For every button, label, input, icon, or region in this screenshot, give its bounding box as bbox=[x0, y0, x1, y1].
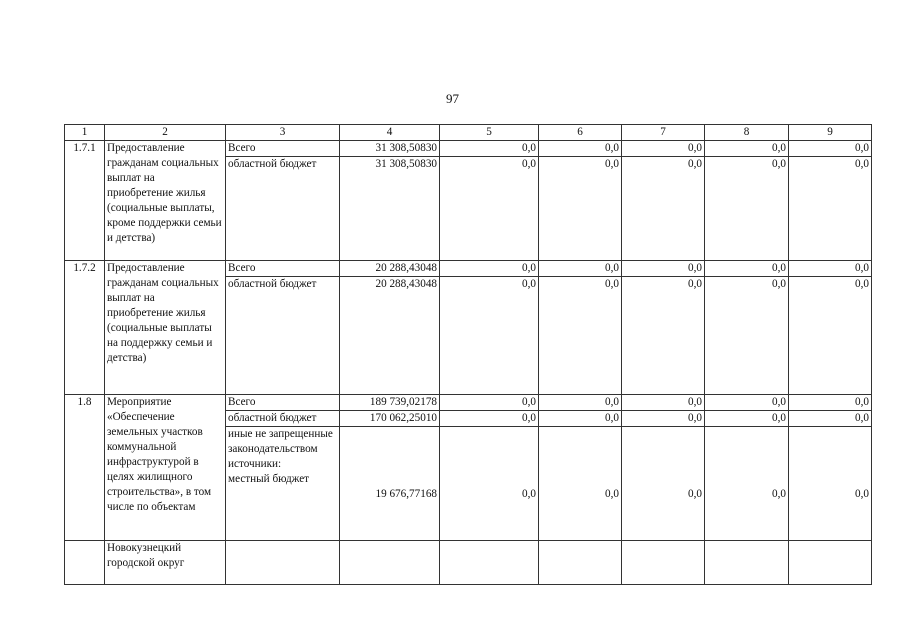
table-row bbox=[65, 141, 872, 157]
row-number: 1.7.1 bbox=[65, 141, 105, 261]
value-cell: 0,0 bbox=[622, 411, 705, 427]
header-cell: 8 bbox=[705, 125, 789, 141]
row-number bbox=[65, 541, 105, 585]
row-number: 1.8 bbox=[65, 395, 105, 541]
value-cell: 0,0 bbox=[440, 411, 539, 427]
value-cell: 0,0 bbox=[622, 157, 705, 261]
value-cell: 0,0 bbox=[539, 157, 622, 261]
value-cell: 0,0 bbox=[440, 395, 539, 411]
empty-cell bbox=[705, 541, 789, 585]
value-cell: 0,0 bbox=[789, 395, 872, 411]
value-cell: 0,0 bbox=[440, 157, 539, 261]
table-row bbox=[65, 541, 872, 585]
row-name: Предоставление гражданам социальных выплат на приобретение жилья (социальные выплаты, кроме поддержки семьи и детства) bbox=[105, 141, 226, 261]
value-cell: 0,0 bbox=[705, 427, 789, 541]
total-cell: 31 308,50830 bbox=[340, 141, 440, 157]
source-local-label: местный бюджет bbox=[228, 473, 310, 485]
empty-cell bbox=[789, 541, 872, 585]
row-number: 1.7.2 bbox=[65, 261, 105, 395]
value-cell: 0,0 bbox=[622, 261, 705, 277]
table-row bbox=[65, 395, 872, 411]
source-cell: Всего bbox=[226, 261, 340, 277]
page-number: 97 bbox=[446, 91, 459, 106]
row-name: Новокузнецкий городской округ bbox=[105, 541, 226, 585]
value-cell: 0,0 bbox=[789, 157, 872, 261]
value-cell: 0,0 bbox=[539, 427, 622, 541]
value-cell: 0,0 bbox=[789, 427, 872, 541]
value-cell: 0,0 bbox=[622, 277, 705, 395]
header-row bbox=[65, 125, 872, 141]
value-cell: 0,0 bbox=[705, 141, 789, 157]
header-cell: 4 bbox=[340, 125, 440, 141]
row-name: Предоставление гражданам социальных выплат на приобретение жилья (социальные выплаты на поддержку семьи и детства) bbox=[105, 261, 226, 395]
value-cell: 0,0 bbox=[539, 141, 622, 157]
empty-cell bbox=[440, 541, 539, 585]
source-cell: областной бюджет bbox=[226, 157, 340, 261]
value-cell: 0,0 bbox=[705, 411, 789, 427]
table-row bbox=[65, 261, 872, 277]
header-cell: 7 bbox=[622, 125, 705, 141]
value-cell: 0,0 bbox=[789, 141, 872, 157]
header-cell: 9 bbox=[789, 125, 872, 141]
value-cell: 0,0 bbox=[539, 261, 622, 277]
source-cell bbox=[226, 427, 340, 541]
value-cell: 0,0 bbox=[539, 395, 622, 411]
value-cell: 0,0 bbox=[440, 141, 539, 157]
source-cell: областной бюджет bbox=[226, 277, 340, 395]
value-cell: 0,0 bbox=[539, 411, 622, 427]
header-cell: 1 bbox=[65, 125, 105, 141]
total-cell: 31 308,50830 bbox=[340, 157, 440, 261]
value-cell: 0,0 bbox=[705, 261, 789, 277]
value-cell: 0,0 bbox=[622, 427, 705, 541]
total-cell: 20 288,43048 bbox=[340, 261, 440, 277]
total-cell: 20 288,43048 bbox=[340, 277, 440, 395]
value-cell: 0,0 bbox=[705, 395, 789, 411]
total-cell: 170 062,25010 bbox=[340, 411, 440, 427]
value-cell: 0,0 bbox=[789, 277, 872, 395]
value-cell: 0,0 bbox=[789, 261, 872, 277]
value-cell: 0,0 bbox=[440, 261, 539, 277]
value-cell: 0,0 bbox=[539, 277, 622, 395]
total-cell: 19 676,77168 bbox=[340, 427, 440, 541]
source-cell: областной бюджет bbox=[226, 411, 340, 427]
empty-cell bbox=[622, 541, 705, 585]
header-cell: 2 bbox=[105, 125, 226, 141]
header-cell: 3 bbox=[226, 125, 340, 141]
value-cell: 0,0 bbox=[622, 395, 705, 411]
value-cell: 0,0 bbox=[440, 427, 539, 541]
empty-cell bbox=[226, 541, 340, 585]
source-other-label: иные не запрещенные законодательством источники: bbox=[228, 428, 333, 470]
empty-cell bbox=[340, 541, 440, 585]
header-cell: 5 bbox=[440, 125, 539, 141]
source-cell: Всего bbox=[226, 141, 340, 157]
value-cell: 0,0 bbox=[705, 277, 789, 395]
header-cell: 6 bbox=[539, 125, 622, 141]
source-cell: Всего bbox=[226, 395, 340, 411]
value-cell: 0,0 bbox=[622, 141, 705, 157]
value-cell: 0,0 bbox=[705, 157, 789, 261]
total-cell: 189 739,02178 bbox=[340, 395, 440, 411]
row-name: Мероприятие «Обеспечение земельных участков коммунальной инфраструктурой в целях жилищного строительства», в том числе по объектам bbox=[105, 395, 226, 541]
empty-cell bbox=[539, 541, 622, 585]
value-cell: 0,0 bbox=[789, 411, 872, 427]
budget-table bbox=[64, 124, 872, 585]
value-cell: 0,0 bbox=[440, 277, 539, 395]
